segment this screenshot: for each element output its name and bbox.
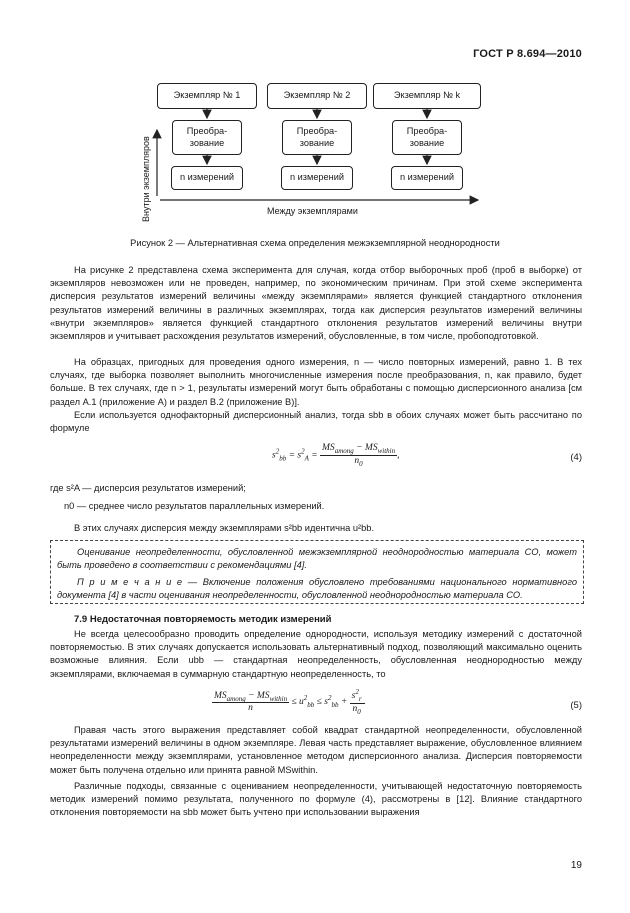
sample-k-box: Экземпляр № k (373, 83, 481, 109)
paragraph-1: На рисунке 2 представлена схема эксперимента для случая, когда отбор выборочных проб (проб в выборке) от экземпляров невозможен или не проведен, например, по экономическим причинам. При этой схеме эксперимента дисперсия результатов измерений величины «между экземплярами» является функцией стандартного отклонения результатов измерений величины в различных экземплярах, тогда как дисперсия результатов измерений величины «внутри экземпляров» является функцией стандартного отклонения результатов измерений величины внутри экземпляров и учитывает расхождения результатов измерений, обусловленные, в том числе, пробоподготовкой. (50, 265, 582, 342)
section-7-9-heading: 7.9 Недостаточная повторяемость методик измерений (74, 614, 332, 625)
formula-4: $s^2_{bb} = s^2_A$ = $\frac{MS_{among} - MS_{within}}{n_0}$ , (272, 443, 400, 468)
paragraph-4: В этих случаях дисперсия между экземплярами s²bb идентична u²bb. (74, 523, 375, 533)
page-number: 19 (570, 860, 582, 871)
paragraph-2: На образцах, пригодных для проведения одного измерения, n — число повторных измерений, равно 1. В тех случаях, где выборка позволяет выполнить многочисленные измерения после преобразования, n, как правило, будет больше. В тех случаях, где n > 1, результаты измерений могут быть обработаны с помощью дисперсионного анализа [см раздел А.1 (приложение А) и раздел В.2 (приложение В)]. (50, 357, 582, 407)
measure-1-box: n измерений (171, 166, 243, 190)
transform-2-box: Преобра- зование (282, 120, 352, 155)
equation-number-4: (4) (570, 452, 582, 463)
between-samples-label: Между экземплярами (267, 206, 358, 216)
sample-1-box: Экземпляр № 1 (157, 83, 257, 109)
sample-2-box: Экземпляр № 2 (267, 83, 367, 109)
frame-text-1: Оценивание неопределенности, обусловленной межэкземплярной неоднородностью материала СО, может быть проведено в соответствии с рекомендациями [4]. (57, 547, 577, 570)
measure-k-box: n измерений (391, 166, 463, 190)
national-note-frame (50, 540, 584, 604)
paragraph-3: Если используется однофакторный дисперсионный анализ, тогда sbb в обоих случаях может быть рассчитано по формуле (50, 410, 582, 434)
where-1: где s²A — дисперсия результатов измерений; (50, 483, 246, 493)
paragraph-7: Различные подходы, связанные с оцениванием неопределенности, учитывающей недостаточную повторяемость методик измерений помимо результата, полученного по формуле (4), рассмотрены в [12]. Влияние стандартного отклонения повторяемости на sbb может быть учтено при использовании выражения (50, 781, 582, 818)
frame-text-2: П р и м е ч а н и е — Включение положения обусловлено требованиями национального нормативного документа [4] в части оценивания неопределенности, обусловленной неоднородностью материала СО. (57, 577, 577, 600)
measure-2-box: n измерений (281, 166, 353, 190)
equation-number-5: (5) (570, 700, 582, 711)
within-samples-label: Внутри экземпляров (141, 136, 151, 222)
document-header: ГОСТ Р 8.694—2010 (473, 48, 582, 60)
formula-5: $\frac{MS_{among} - MS_{within}}{n}$ ≤ $u^2_{bb} \le s^2_{bb}$ + $\frac{s^2_r}{n_0}$ . (214, 688, 366, 716)
transform-1-box: Преобра- зование (172, 120, 242, 155)
paragraph-5: Не всегда целесообразно проводить определение однородности, используя методику измерений с достаточной повторяемостью. В этих случаях допускается использовать альтернативный подход, позволяющий максимально оценить возможные влияния. Если ubb — стандартная неопределенность, обусловленная неоднородностью между экземплярами, включаемая в суммарную стандартную неопределенность, то (50, 629, 582, 679)
transform-k-box: Преобра- зование (392, 120, 462, 155)
figure-caption: Рисунок 2 — Альтернативная схема определения межэкземплярной неоднородности (130, 238, 500, 248)
paragraph-6: Правая часть этого выражения представляет собой квадрат стандартной неопределенности, обусловленной результатами измерений величины в одном экземпляре. Левая часть представляет выражение, обусловленное влиянием неопределенности между экземплярами, установленное методом дисперсионного анализа. Дисперсия повторяемости может быть получена отдельно или принята равной MSwithin. (50, 725, 582, 775)
where-2: n0 — среднее число результатов параллельных измерений. (64, 501, 325, 511)
